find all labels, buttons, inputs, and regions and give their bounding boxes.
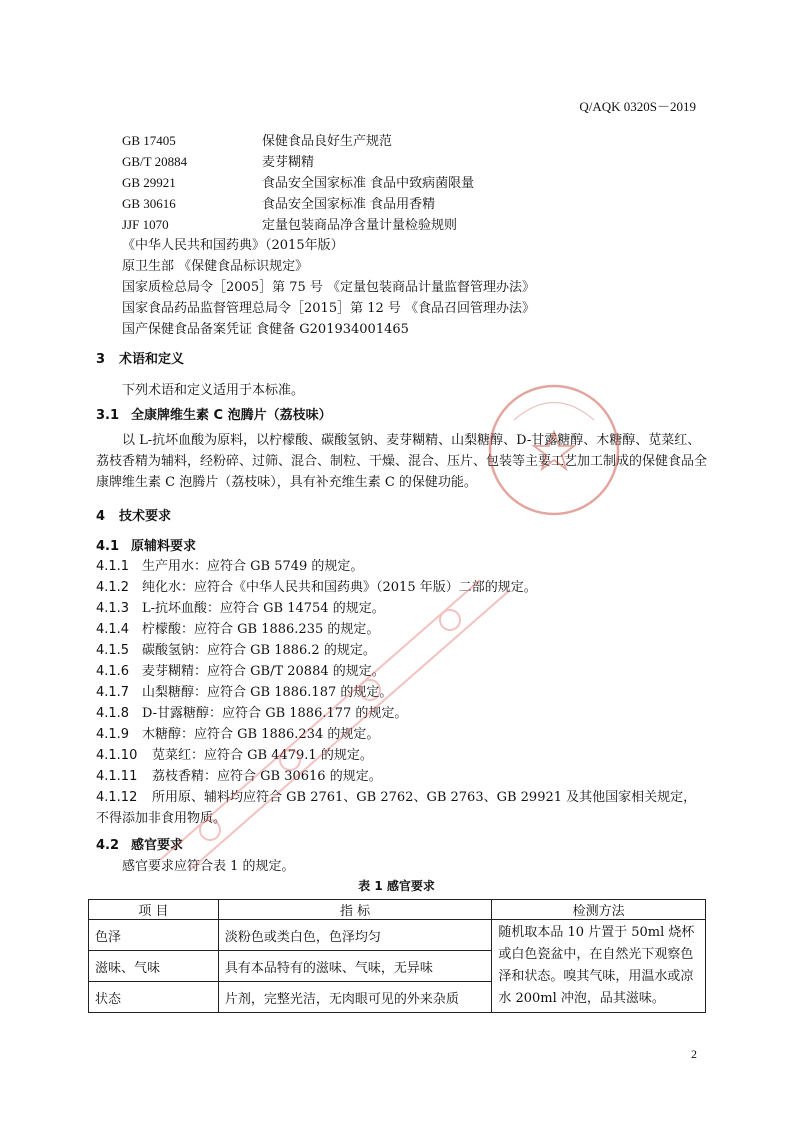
item-text: 荔枝香精：应符合 GB 30616 的规定。	[152, 769, 382, 784]
reference-row	[122, 130, 722, 151]
definition-paragraph: 以 L-抗坏血酸为原料，以柠檬酸、碳酸氢钠、麦芽糊精、山梨糖醇、D-甘露糖醇、木糖醇、苋菜红、荔枝香精为辅料，经粉碎、过筛、混合、制粒、干燥、混合、压片、包装等主要工艺加工制成的保健食品全康牌维生素 C 泡腾片（荔枝味），具有补充维生素 C 的保健功能。	[96, 433, 708, 490]
subsection-intro: 感官要求应符合表 1 的规定。	[122, 859, 295, 874]
item-number: 4.1.10	[96, 748, 138, 763]
item-text: 碳酸氢钠：应符合 GB 1886.2 的规定。	[142, 643, 376, 658]
reference-extra: 国产保健食品备案凭证 食健备 G201934001465	[122, 322, 409, 337]
reference-code: GB/T 20884	[122, 154, 188, 169]
reference-title: 保健食品良好生产规范	[262, 134, 393, 149]
item-text: 所用原、辅料均应符合 GB 2761、GB 2762、GB 2763、GB 29921 及其他国家相关规定，	[152, 790, 697, 805]
reference-title: 麦芽糊精	[262, 155, 315, 170]
item-number: 4.1.7	[96, 685, 130, 700]
reference-row	[122, 151, 722, 172]
table-header: 指 标	[218, 900, 492, 920]
sensory-table	[88, 899, 706, 1013]
item-text: 纯化水：应符合《中华人民共和国药典》（2015 年版）二部的规定。	[142, 580, 537, 595]
table-cell-item: 状态	[89, 982, 219, 1013]
references-list	[122, 130, 722, 235]
item-number: 4.1.11	[96, 769, 138, 784]
subsection-title: 感官要求	[131, 838, 184, 853]
table-cell-indicator: 具有本品特有的滋味、气味，无异味	[218, 951, 492, 982]
item-number: 4.1.5	[96, 643, 130, 658]
reference-title: 定量包装商品净含量计量检验规则	[262, 218, 458, 233]
item-number: 4.1.2	[96, 580, 130, 595]
page-number: 2	[691, 1047, 697, 1061]
item-number: 4.1.3	[96, 601, 130, 616]
reference-title: 食品安全国家标准 食品中致病菌限量	[262, 176, 475, 191]
item-text: 木糖醇：应符合 GB 1886.234 的规定。	[142, 727, 380, 742]
table-cell-item: 色泽	[89, 920, 219, 951]
reference-extra: 国家质检总局令［2005］第 75 号 《定量包装商品计量监督管理办法》	[122, 280, 536, 295]
reference-row	[122, 172, 722, 193]
watermark-stamp-icon	[150, 560, 590, 880]
reference-title: 食品安全国家标准 食品用香精	[262, 197, 436, 212]
reference-row	[122, 193, 722, 214]
subsection-title: 全康牌维生素 C 泡腾片（荔枝味）	[131, 408, 332, 423]
item-number: 4.1.6	[96, 664, 130, 679]
subsection-number: 3.1	[96, 408, 120, 423]
table-cell-indicator: 片剂，完整光洁，无肉眼可见的外来杂质	[218, 982, 492, 1013]
item-text: 生产用水：应符合 GB 5749 的规定。	[142, 559, 364, 574]
item-text: 山梨糖醇：应符合 GB 1886.187 的规定。	[142, 685, 393, 700]
section-number: 3	[96, 352, 106, 367]
section-heading	[96, 349, 184, 370]
document-code: Q/AQK 0320S－2019	[579, 99, 696, 114]
item-text: 柠檬酸：应符合 GB 1886.235 的规定。	[142, 622, 380, 637]
item-text: 麦芽糊精：应符合 GB/T 20884 的规定。	[142, 664, 385, 679]
item-text: D-甘露糖醇：应符合 GB 1886.177 的规定。	[142, 706, 408, 721]
table-caption: 表 1 感官要求	[358, 879, 435, 893]
item-number: 4.1.1	[96, 559, 130, 574]
item-text: 苋菜红：应符合 GB 4479.1 的规定。	[152, 748, 373, 763]
company-seal-icon	[484, 380, 624, 520]
item-text: L-抗坏血酸：应符合 GB 14754 的规定。	[142, 601, 385, 616]
item-number: 4.1.8	[96, 706, 130, 721]
item-number: 4.1.12	[96, 790, 138, 805]
reference-extra: 原卫生部 《保健食品标识规定》	[122, 259, 309, 274]
reference-code: GB 17405	[122, 133, 176, 148]
table-header-row	[89, 900, 706, 920]
reference-extra: 国家食品药品监督管理总局令［2015］第 12 号 《食品召回管理办法》	[122, 301, 536, 316]
table-header: 检测方法	[492, 900, 706, 920]
section-number: 4	[96, 509, 106, 524]
item-number: 4.1.9	[96, 727, 130, 742]
subsection-number: 4.1	[96, 539, 120, 554]
section-heading	[96, 506, 171, 527]
section-title: 术语和定义	[119, 352, 185, 367]
reference-row	[122, 214, 722, 235]
reference-extra: 《中华人民共和国药典》（2015年版）	[122, 238, 344, 253]
requirement-item-continued: 不得添加非食用物质。	[96, 811, 227, 826]
item-number: 4.1.4	[96, 622, 130, 637]
subsection-number: 4.2	[96, 838, 120, 853]
subsection-title: 原辅料要求	[131, 539, 197, 554]
table-row	[89, 920, 706, 951]
reference-code: JJF 1070	[122, 217, 169, 232]
table-cell-method: 随机取本品 10 片置于 50ml 烧杯或白色瓷盆中，在自然光下观察色泽和状态。嗅其气味，用温水或凉水 200ml 冲泡，品其滋味。	[492, 920, 706, 1013]
section-intro: 下列术语和定义适用于本标准。	[122, 383, 305, 398]
table-cell-item: 滋味、气味	[89, 951, 219, 982]
reference-code: GB 30616	[122, 196, 176, 211]
subsection-heading	[96, 536, 196, 557]
table-cell-indicator: 淡粉色或类白色，色泽均匀	[218, 920, 492, 951]
table-header: 项 目	[89, 900, 219, 920]
section-title: 技术要求	[119, 509, 172, 524]
reference-code: GB 29921	[122, 175, 176, 190]
subsection-heading	[96, 405, 332, 426]
